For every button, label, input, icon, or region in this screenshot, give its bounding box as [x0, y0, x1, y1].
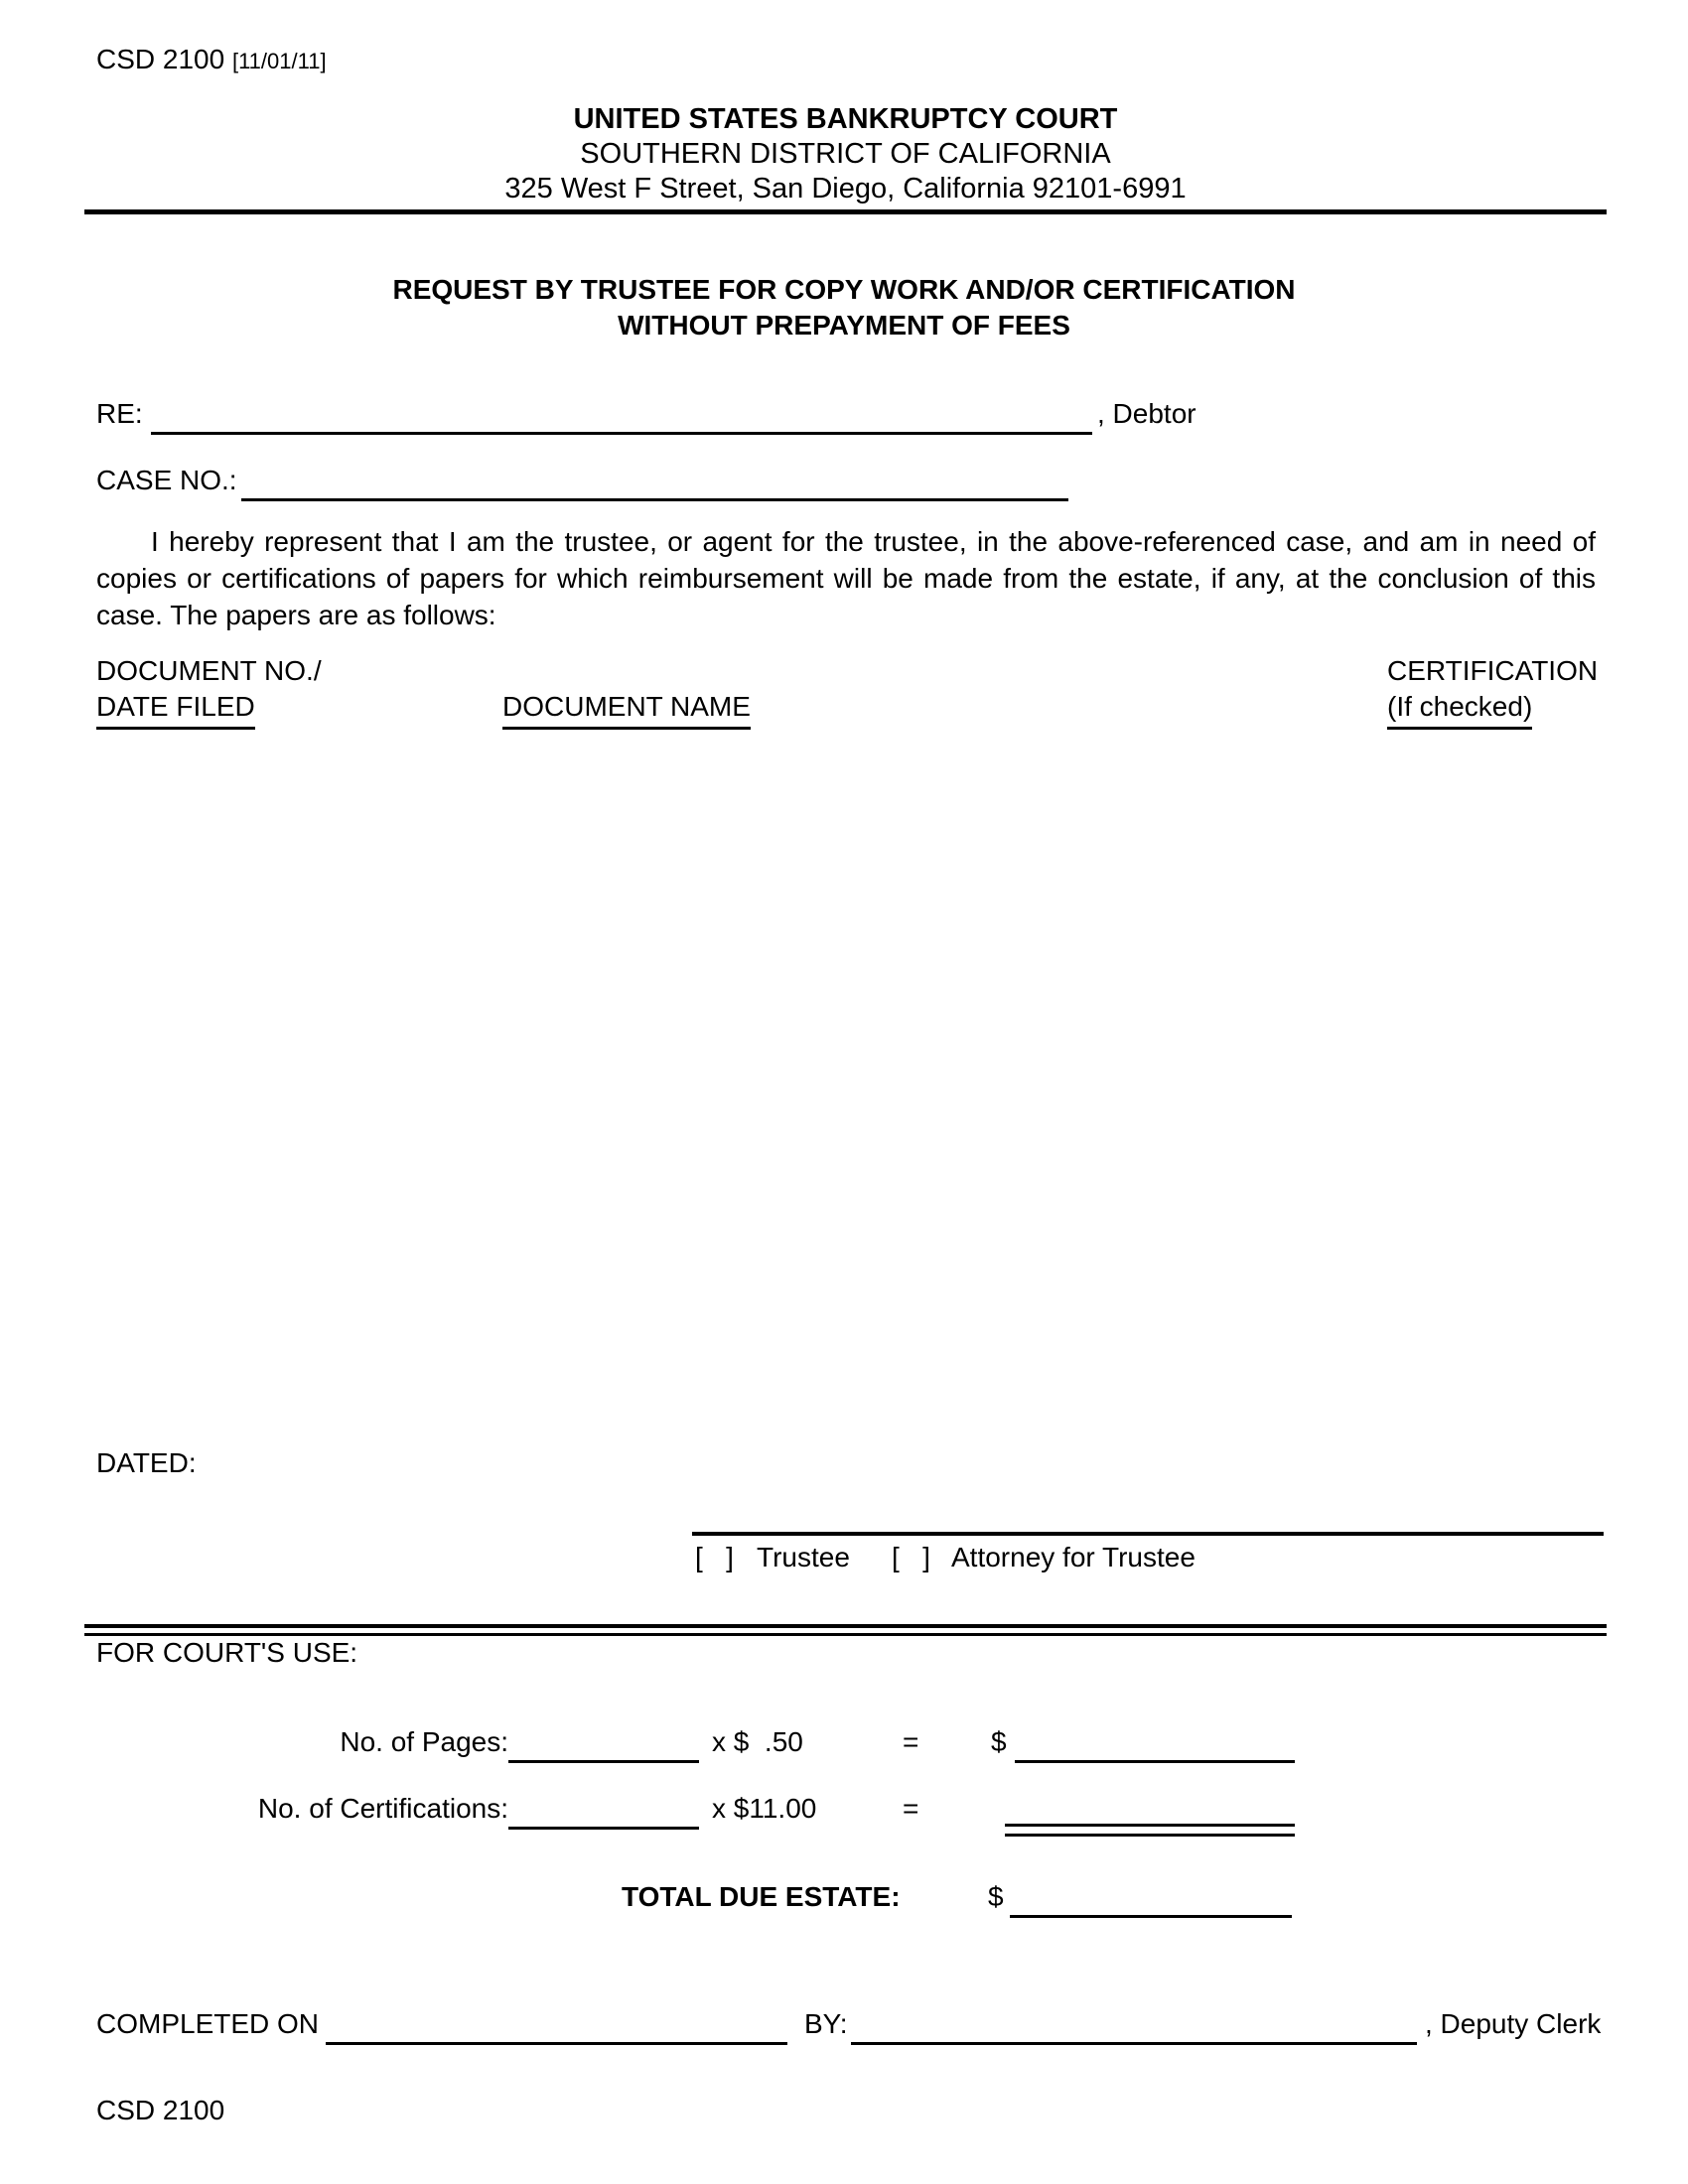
- total-row: [96, 1878, 1596, 1924]
- certifications-count-line[interactable]: [508, 1790, 699, 1830]
- certifications-equals: =: [903, 1793, 919, 1824]
- form-id-header: [96, 43, 327, 78]
- attorney-checkbox[interactable]: [ ]: [892, 1542, 930, 1572]
- by-label: BY:: [804, 2008, 848, 2039]
- completed-on-label: COMPLETED ON: [96, 2008, 320, 2039]
- if-checked-header: (If checked): [1387, 689, 1532, 730]
- court-header: [84, 102, 1607, 214]
- pages-amount-line[interactable]: [1015, 1723, 1295, 1763]
- dated-label: DATED:: [96, 1447, 197, 1478]
- court-use-heading: FOR COURT'S USE:: [96, 1637, 358, 1668]
- certifications-amount-line[interactable]: [1005, 1824, 1295, 1837]
- attorney-checkbox-label: Attorney for Trustee: [951, 1542, 1196, 1572]
- trustee-checkbox[interactable]: [ ]: [695, 1542, 734, 1572]
- deputy-clerk-suffix: , Deputy Clerk: [1425, 2008, 1602, 2039]
- total-amount-line[interactable]: [1010, 1878, 1292, 1918]
- pages-dollar-sign: $: [991, 1726, 1007, 1757]
- court-district: SOUTHERN DISTRICT OF CALIFORNIA: [580, 138, 1111, 170]
- trustee-checkbox-label: Trustee: [757, 1542, 850, 1572]
- certifications-label: No. of Certifications:: [257, 1793, 508, 1824]
- case-no-row: [96, 462, 1596, 507]
- certifications-row: [96, 1790, 1596, 1836]
- court-address: 325 West F Street, San Diego, California 92101-6991: [504, 173, 1187, 205]
- case-no-label: CASE NO.:: [96, 465, 237, 495]
- deputy-clerk-line[interactable]: [851, 2005, 1417, 2045]
- doc-no-header: DOCUMENT NO./: [96, 655, 322, 686]
- re-row: [96, 395, 1596, 441]
- signature-options: [0, 1539, 1688, 1584]
- form-title-line2: WITHOUT PREPAYMENT OF FEES: [618, 310, 1070, 341]
- form-title-line1: REQUEST BY TRUSTEE FOR COPY WORK AND/OR CERTIFICATION: [392, 274, 1296, 305]
- form-title: [0, 272, 1688, 343]
- re-input-line[interactable]: [151, 395, 1092, 435]
- total-dollar-sign: $: [988, 1881, 1004, 1912]
- pages-row: [96, 1723, 1596, 1769]
- court-name: UNITED STATES BANKRUPTCY COURT: [573, 103, 1118, 135]
- body-paragraph: I hereby represent that I am the trustee, or agent for the trustee, in the above-referenced case, and am in need of copies or certifications of papers for which reimbursement will be made from the estate, if any, at the conclusion of this case. The papers are as follows:: [96, 526, 1596, 630]
- completed-row: [96, 2005, 1602, 2051]
- re-label: RE:: [96, 398, 143, 429]
- document-name-header: DOCUMENT NAME: [502, 689, 751, 730]
- date-filed-header: DATE FILED: [96, 689, 255, 730]
- signature-line[interactable]: [692, 1532, 1604, 1536]
- footer-form-id: CSD 2100: [96, 2095, 225, 2125]
- pages-label: No. of Pages:: [340, 1726, 508, 1757]
- total-due-label: TOTAL DUE ESTATE:: [622, 1881, 901, 1912]
- case-no-input-line[interactable]: [241, 462, 1068, 501]
- certification-header: CERTIFICATION: [1387, 655, 1599, 686]
- debtor-suffix: , Debtor: [1097, 398, 1196, 429]
- table-headers: [96, 653, 1599, 743]
- form-revision-text: [11/01/11]: [231, 49, 327, 73]
- certifications-rate: x $11.00: [712, 1793, 817, 1824]
- pages-equals: =: [903, 1726, 919, 1757]
- pages-rate: x $ .50: [712, 1726, 803, 1757]
- form-id-text: CSD 2100: [96, 44, 225, 74]
- completed-date-line[interactable]: [326, 2005, 787, 2045]
- pages-count-line[interactable]: [508, 1723, 699, 1763]
